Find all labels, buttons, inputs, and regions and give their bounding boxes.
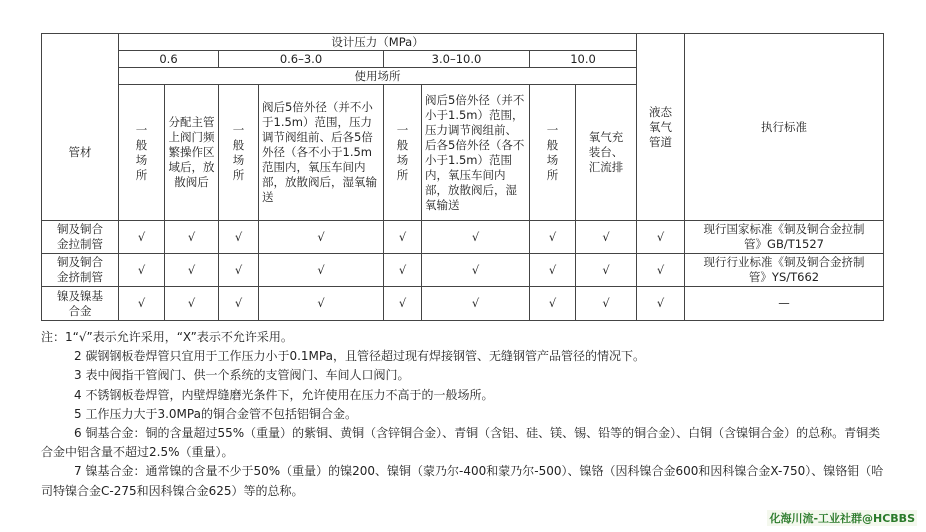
check-cell: √ xyxy=(384,287,422,321)
note-3: 3 表中阀指干管阀门、供一个系统的支管阀门、车间人口阀门。 xyxy=(74,368,410,383)
material-cell: 铜及铜合金挤制管 xyxy=(42,254,119,287)
range-0: 0.6 xyxy=(119,51,219,68)
check-cell: √ xyxy=(576,287,637,321)
standard-cell: — xyxy=(685,287,884,321)
material-header: 管材 xyxy=(42,85,119,221)
usage-valve-range-2: 阀后5倍外径（并不小于1.5m）范围，压力调节阀组前、后各5倍外径（各不小于1.5m）范围内，氧压车间内部，放散阀后，湿氧输送 xyxy=(422,85,530,221)
check-cell: √ xyxy=(530,221,576,254)
range-3: 10.0 xyxy=(530,51,637,68)
check-cell: √ xyxy=(384,221,422,254)
material-table xyxy=(41,33,884,321)
notes xyxy=(41,328,891,501)
pressure-header: 设计压力（MPa） xyxy=(119,34,637,51)
check-cell: √ xyxy=(422,254,530,287)
check-cell: √ xyxy=(259,254,384,287)
watermark: 化海川流-工业社群@HCBBS xyxy=(769,512,915,525)
range-2: 3.0–10.0 xyxy=(384,51,530,68)
check-cell: √ xyxy=(259,287,384,321)
check-cell: √ xyxy=(219,254,259,287)
check-cell: √ xyxy=(165,287,219,321)
check-cell: √ xyxy=(576,221,637,254)
check-cell: √ xyxy=(259,221,384,254)
check-cell: √ xyxy=(219,287,259,321)
note-7: 7 镍基合金：通常镍的含量不少于50%（重量）的镍200、镍铜（蒙乃尔-400和蒙乃尔-500）、镍铬（因科镍合金600和因科镍合金X-750）、镍铬钼（哈司特镍合金C-275和因科镍合金625）等的总称。 xyxy=(41,464,884,498)
check-cell: √ xyxy=(384,254,422,287)
check-cell: √ xyxy=(165,254,219,287)
usage-dist-main: 分配主管上阀门频繁操作区域后，放散阀后 xyxy=(165,85,219,221)
corner-blank xyxy=(42,34,119,85)
standard-header: 执行标准 xyxy=(685,34,884,221)
check-cell: √ xyxy=(219,221,259,254)
usage-general-2: 一般场所 xyxy=(219,85,259,221)
usage-header: 使用场所 xyxy=(119,68,637,85)
check-cell: √ xyxy=(530,254,576,287)
check-cell: √ xyxy=(119,221,165,254)
note-5: 5 工作压力大于3.0MPa的铜合金管不包括铝铜合金。 xyxy=(74,406,357,421)
check-cell: √ xyxy=(576,254,637,287)
check-cell: √ xyxy=(422,221,530,254)
standard-cell: 现行行业标准《铜及铜合金挤制管》YS/T662 xyxy=(685,254,884,287)
check-cell: √ xyxy=(422,287,530,321)
check-cell: √ xyxy=(119,254,165,287)
usage-valve-range-1: 阀后5倍外径（并不小于1.5m）范围，压力调节阀组前、后各5倍外径（各不小于1.5m范围内，氧压车间内部，放散阀后，湿氧输送 xyxy=(259,85,384,221)
table-row xyxy=(42,221,884,254)
standard-cell: 现行国家标准《铜及铜合金拉制管》GB/T1527 xyxy=(685,221,884,254)
check-cell: √ xyxy=(165,221,219,254)
material-cell: 镍及镍基合金 xyxy=(42,287,119,321)
check-cell: √ xyxy=(637,221,685,254)
table-row xyxy=(42,254,884,287)
table-row xyxy=(42,287,884,321)
note-2: 2 碳钢钢板卷焊管只宜用于工作压力小于0.1MPa，且管径超过现有焊接钢管、无缝钢管产品管径的情况下。 xyxy=(74,349,645,364)
usage-general-4: 一般场所 xyxy=(530,85,576,221)
check-cell: √ xyxy=(530,287,576,321)
range-1: 0.6–3.0 xyxy=(219,51,384,68)
note-6: 6 铜基合金：铜的含量超过55%（重量）的紫铜、黄铜（含锌铜合金）、青铜（含铝、硅、镁、锡、铅等的铜合金）、白铜（含镍铜合金）的总称。青铜类合金中铝含量不超过2.5%（重量）。 xyxy=(41,426,881,460)
usage-general-1: 一般场所 xyxy=(119,85,165,221)
material-cell: 铜及铜合金拉制管 xyxy=(42,221,119,254)
note-1: 注：1“√”表示允许采用，“X”表示不允许采用。 xyxy=(41,330,293,344)
check-cell: √ xyxy=(119,287,165,321)
liquid-oxygen-header: 液态氧气管道 xyxy=(637,34,685,221)
note-4: 4 不锈钢板卷焊管，内壁焊缝磨光条件下，允许使用在压力不高于的一般场所。 xyxy=(74,387,494,402)
usage-general-3: 一般场所 xyxy=(384,85,422,221)
check-cell: √ xyxy=(637,287,685,321)
check-cell: √ xyxy=(637,254,685,287)
usage-filling: 氧气充装台、汇流排 xyxy=(576,85,637,221)
